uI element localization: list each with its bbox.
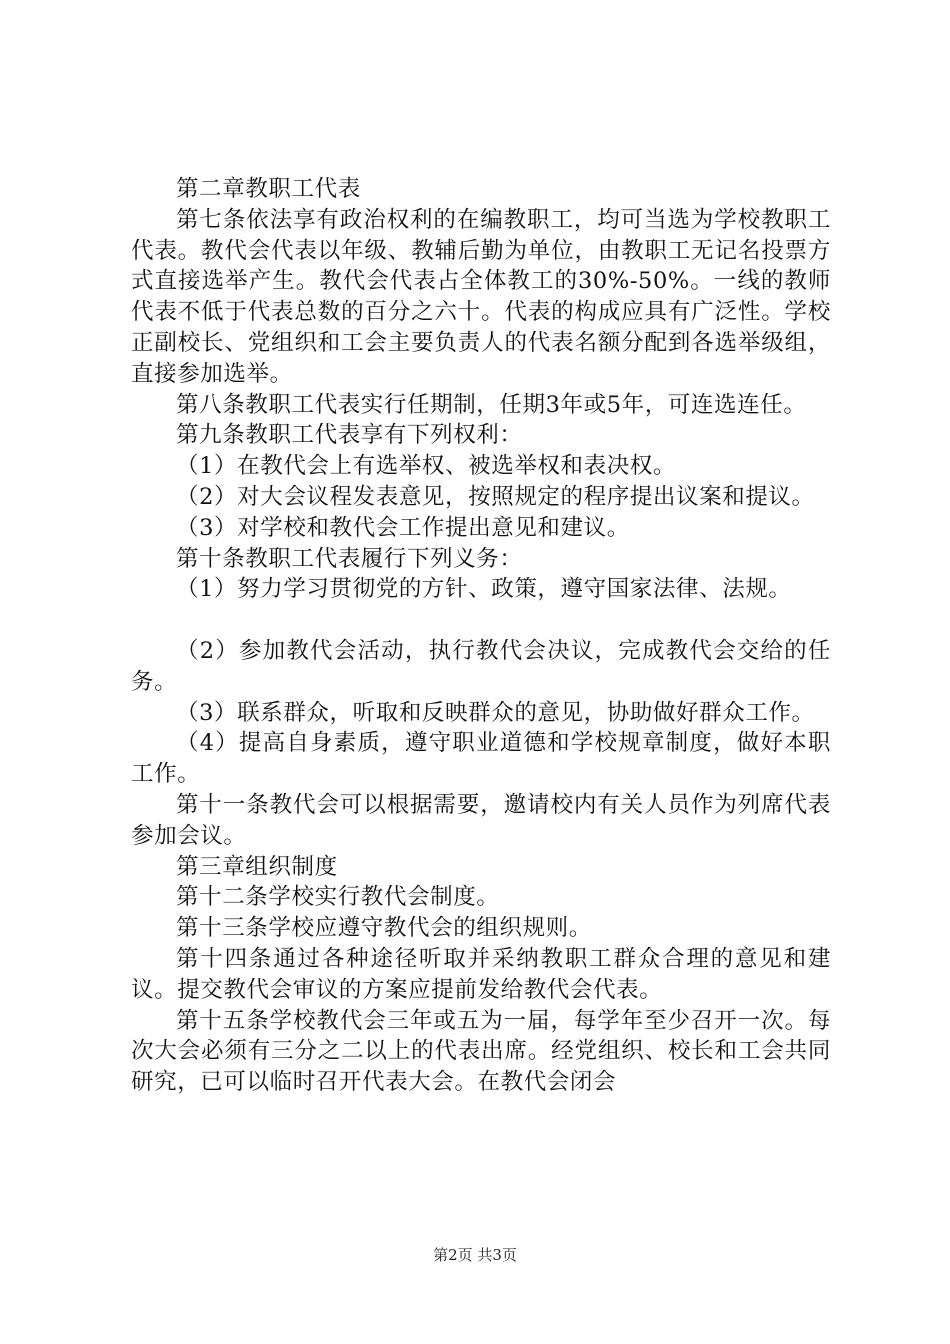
right-item-1: （1）在教代会上有选举权、被选举权和表决权。 — [176, 453, 677, 480]
chapter-heading: 第三章组织制度 — [176, 853, 338, 880]
article-11: 第十一条教代会可以根据需要，邀请校内有关人员作为列席代表参加会议。 — [131, 791, 831, 849]
right-item-2: （2）对大会议程发表意见，按照规定的程序提出议案和提议。 — [176, 483, 815, 510]
document-body — [131, 174, 831, 1098]
duty-item-4: （4）提高自身素质，遵守职业道德和学校规章制度，做好本职工作。 — [131, 730, 831, 788]
article-7: 第七条依法享有政治权利的在编教职工，均可当选为学校教职工代表。教代会代表以年级、教辅后勤为单位，由教职工无记名投票方式直接选举产生。教代会代表占全体教工的30%-50%。一线的教师代表不低于代表总数的百分之六十。代表的构成应具有广泛性。学校正副校长、党组织和工会主要负责人的代表名额分配到各选举级组，直接参加选举。 — [131, 206, 831, 387]
page-footer: 第2页 共3页 — [433, 1246, 517, 1264]
duty-item-2: （2）参加教代会活动，执行教代会决议，完成教代会交给的任务。 — [131, 637, 831, 695]
duty-item-3: （3）联系群众，听取和反映群众的意见，协助做好群众工作。 — [176, 699, 815, 726]
article-13: 第十三条学校应遵守教代会的组织规则。 — [176, 915, 592, 942]
chapter-heading: 第二章教职工代表 — [176, 176, 361, 202]
article-10: 第十条教职工代表履行下列义务： — [176, 545, 523, 572]
article-14: 第十四条通过各种途径听取并采纳教职工群众合理的意见和建议。提交教代会审议的方案应提前发给教代会代表。 — [131, 945, 831, 1003]
article-9: 第九条教职工代表享有下列权利： — [176, 422, 523, 449]
article-15: 第十五条学校教代会三年或五为一届，每学年至少召开一次。每次大会必须有三分之二以上的代表出席。经党组织、校长和工会共同研究，已可以临时召开代表大会。在教代会闭会 — [131, 1007, 831, 1096]
article-12: 第十二条学校实行教代会制度。 — [176, 884, 500, 911]
right-item-3: （3）对学校和教代会工作提出意见和建议。 — [176, 514, 630, 541]
duty-item-1: （1）努力学习贯彻党的方针、政策，遵守国家法律、法规。 — [176, 576, 792, 603]
article-8: 第八条教职工代表实行任期制，任期3年或5年，可连选连任。 — [176, 391, 807, 418]
